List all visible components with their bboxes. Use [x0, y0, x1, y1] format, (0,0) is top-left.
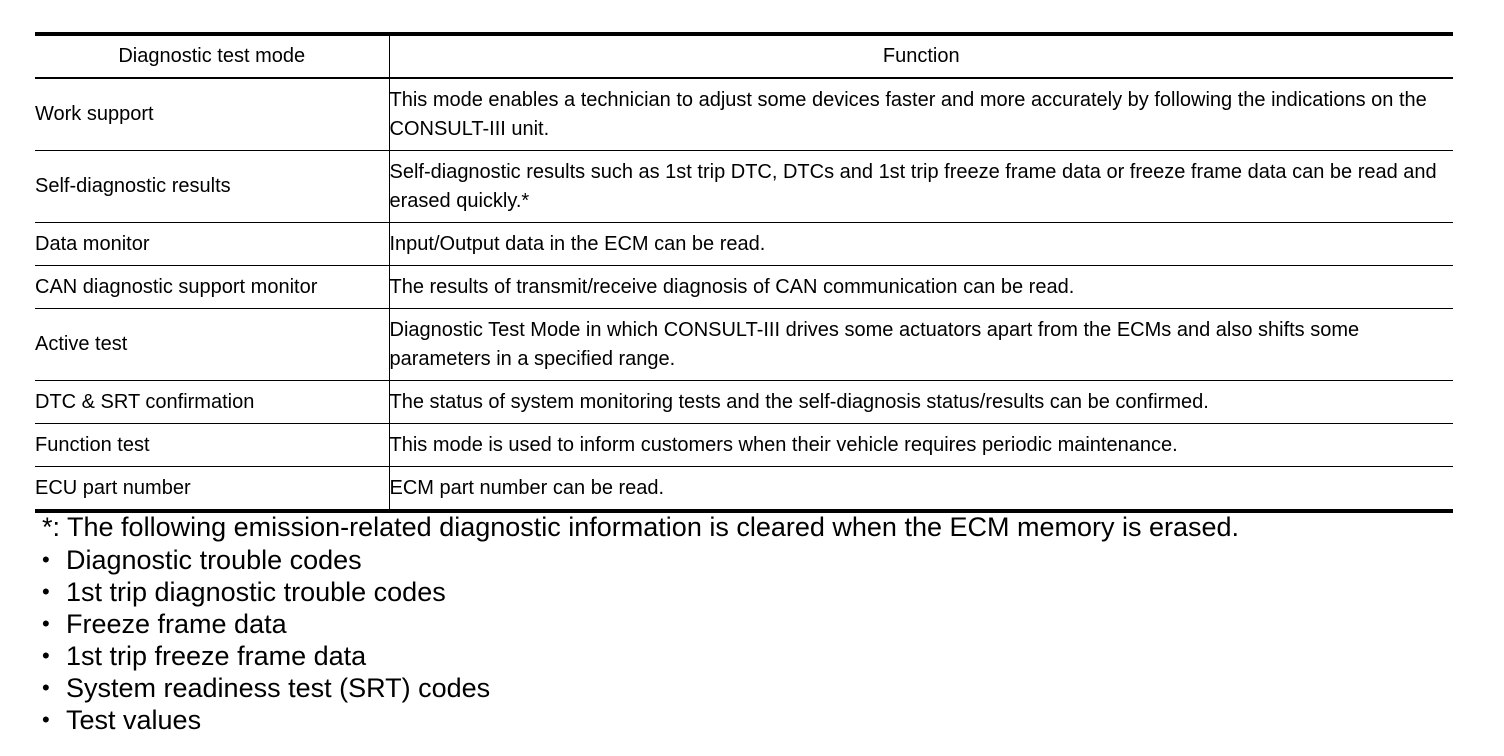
mode-cell: ECU part number: [35, 467, 389, 512]
list-item: [42, 544, 1482, 576]
table-row: [35, 309, 1453, 381]
table-row: [35, 424, 1453, 467]
list-item: [42, 704, 1482, 736]
function-cell: The status of system monitoring tests and the self-diagnosis status/results can be confirmed.: [389, 381, 1453, 424]
list-item-text: Test values: [66, 705, 202, 735]
function-cell: The results of transmit/receive diagnosis of CAN communication can be read.: [389, 266, 1453, 309]
table-row: [35, 151, 1453, 223]
function-cell: ECM part number can be read.: [389, 467, 1453, 512]
mode-cell: Function test: [35, 424, 389, 467]
table-row: [35, 381, 1453, 424]
mode-cell: Self-diagnostic results: [35, 151, 389, 223]
bullet-icon: •: [42, 675, 50, 700]
function-cell: Self-diagnostic results such as 1st trip DTC, DTCs and 1st trip freeze frame data or freeze frame data can be read and erased quickly.*: [389, 151, 1453, 223]
table-row: [35, 266, 1453, 309]
diagnostic-mode-table: [35, 32, 1453, 513]
list-item: [42, 640, 1482, 672]
table-row: [35, 78, 1453, 151]
function-cell: This mode is used to inform customers when their vehicle requires periodic maintenance.: [389, 424, 1453, 467]
table-row: [35, 467, 1453, 512]
table-header-row: [35, 34, 1453, 78]
mode-cell: Active test: [35, 309, 389, 381]
erased-info-list: [42, 544, 1482, 736]
function-cell: Input/Output data in the ECM can be read.: [389, 223, 1453, 266]
list-item-text: 1st trip diagnostic trouble codes: [66, 577, 446, 607]
bullet-icon: •: [42, 707, 50, 732]
mode-cell: DTC & SRT confirmation: [35, 381, 389, 424]
mode-cell: Data monitor: [35, 223, 389, 266]
mode-cell: Work support: [35, 78, 389, 151]
bullet-icon: •: [42, 611, 50, 636]
mode-cell: CAN diagnostic support monitor: [35, 266, 389, 309]
bullet-icon: •: [42, 547, 50, 572]
list-item-text: System readiness test (SRT) codes: [66, 673, 491, 703]
list-item-text: Freeze frame data: [66, 609, 287, 639]
list-item-text: 1st trip freeze frame data: [66, 641, 367, 671]
list-item: [42, 576, 1482, 608]
header-diagnostic-test-mode: Diagnostic test mode: [35, 34, 389, 78]
list-item: [42, 672, 1482, 704]
list-item: [42, 608, 1482, 640]
function-cell: This mode enables a technician to adjust some devices faster and more accurately by following the indications on the CONSULT-III unit.: [389, 78, 1453, 151]
bullet-icon: •: [42, 643, 50, 668]
table-row: [35, 223, 1453, 266]
footnote: [42, 511, 1482, 736]
function-cell: Diagnostic Test Mode in which CONSULT-III drives some actuators apart from the ECMs and also shifts some parameters in a specified range.: [389, 309, 1453, 381]
footnote-text: *: The following emission-related diagnostic information is cleared when the ECM memory is erased.: [42, 512, 1240, 542]
header-function: Function: [389, 34, 1453, 78]
list-item-text: Diagnostic trouble codes: [66, 545, 362, 575]
bullet-icon: •: [42, 579, 50, 604]
